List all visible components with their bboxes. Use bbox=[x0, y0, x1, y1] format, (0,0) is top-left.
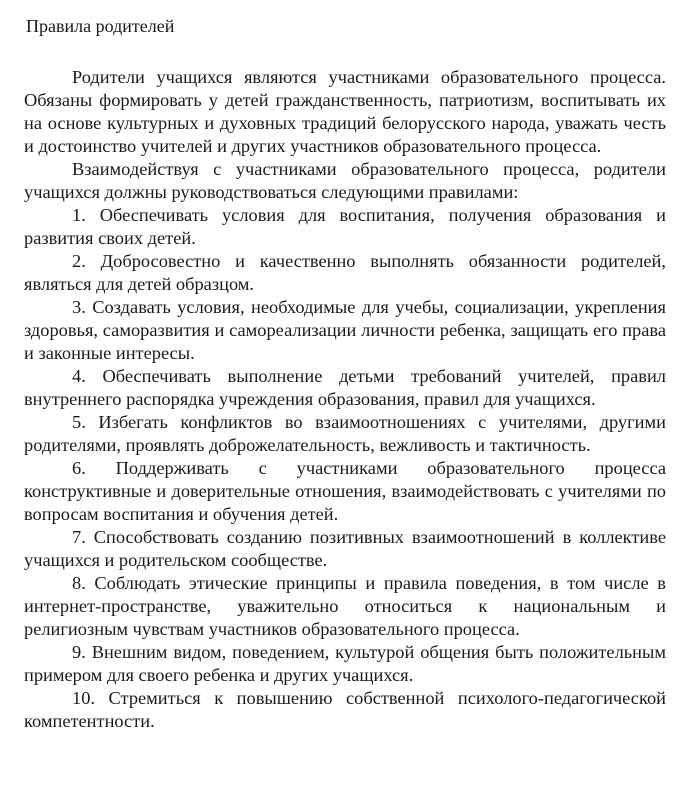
rule-text: Стремиться к повышению собственной психолого-педагогической компетентности. bbox=[24, 688, 666, 731]
rule-text: Соблюдать этические принципы и правила поведения, в том числе в интернет-пространстве, уважительно относиться к национальным и религиозным чувствам участников образовательного процесса. bbox=[24, 573, 666, 639]
rule-text: Способствовать созданию позитивных взаимоотношений в коллективе учащихся и родительском сообществе. bbox=[24, 527, 666, 570]
rule-item bbox=[24, 204, 666, 250]
rule-item bbox=[24, 687, 666, 733]
document-title: Правила родителей bbox=[26, 16, 175, 36]
rules-lead-paragraph: Взаимодействуя с участниками образовательного процесса, родители учащихся должны руководствоваться следующими правилами: bbox=[24, 159, 666, 202]
rule-number: 10. bbox=[72, 688, 95, 708]
rule-text: Добросовестно и качественно выполнять обязанности родителей, являться для детей образцом. bbox=[24, 251, 666, 294]
rule-number: 5. bbox=[72, 412, 86, 432]
rule-text: Внешним видом, поведением, культурой общения быть положительным примером для своего ребенка и других учащихся. bbox=[24, 642, 666, 685]
rule-item bbox=[24, 365, 666, 411]
rule-item bbox=[24, 296, 666, 365]
rule-item bbox=[24, 411, 666, 457]
rule-item bbox=[24, 526, 666, 572]
rule-number: 6. bbox=[72, 458, 86, 478]
rule-text: Обеспечивать выполнение детьми требований учителей, правил внутреннего распорядка учреждения образования, правил для учащихся. bbox=[24, 366, 666, 409]
rule-item bbox=[24, 641, 666, 687]
rule-text: Создавать условия, необходимые для учебы, социализации, укрепления здоровья, саморазвития и самореализации личности ребенка, защищать его права и законные интересы. bbox=[24, 297, 666, 363]
rule-item bbox=[24, 572, 666, 641]
rule-number: 2. bbox=[72, 251, 86, 271]
rule-number: 1. bbox=[72, 205, 86, 225]
rule-item bbox=[24, 457, 666, 526]
rule-text: Избегать конфликтов во взаимоотношениях с учителями, другими родителями, проявлять доброжелательность, вежливость и тактичность. bbox=[24, 412, 666, 455]
rule-item bbox=[24, 250, 666, 296]
rule-number: 8. bbox=[72, 573, 86, 593]
rule-number: 7. bbox=[72, 527, 86, 547]
rule-number: 4. bbox=[72, 366, 86, 386]
intro-paragraph: Родители учащихся являются участниками образовательного процесса. Обязаны формировать у детей гражданственность, патриотизм, воспитывать их на основе культурных и духовных традиций белорусского народа, уважать честь и достоинство учителей и других участников образовательного процесса. bbox=[24, 67, 666, 156]
rule-text: Обеспечивать условия для воспитания, получения образования и развития своих детей. bbox=[24, 205, 666, 248]
rule-number: 9. bbox=[72, 642, 86, 662]
document-body bbox=[24, 66, 666, 733]
rules-list bbox=[24, 204, 666, 733]
rule-text: Поддерживать с участниками образовательного процесса конструктивные и доверительные отношения, взаимодействовать с учителями по вопросам воспитания и обучения детей. bbox=[24, 458, 666, 524]
rule-number: 3. bbox=[72, 297, 86, 317]
